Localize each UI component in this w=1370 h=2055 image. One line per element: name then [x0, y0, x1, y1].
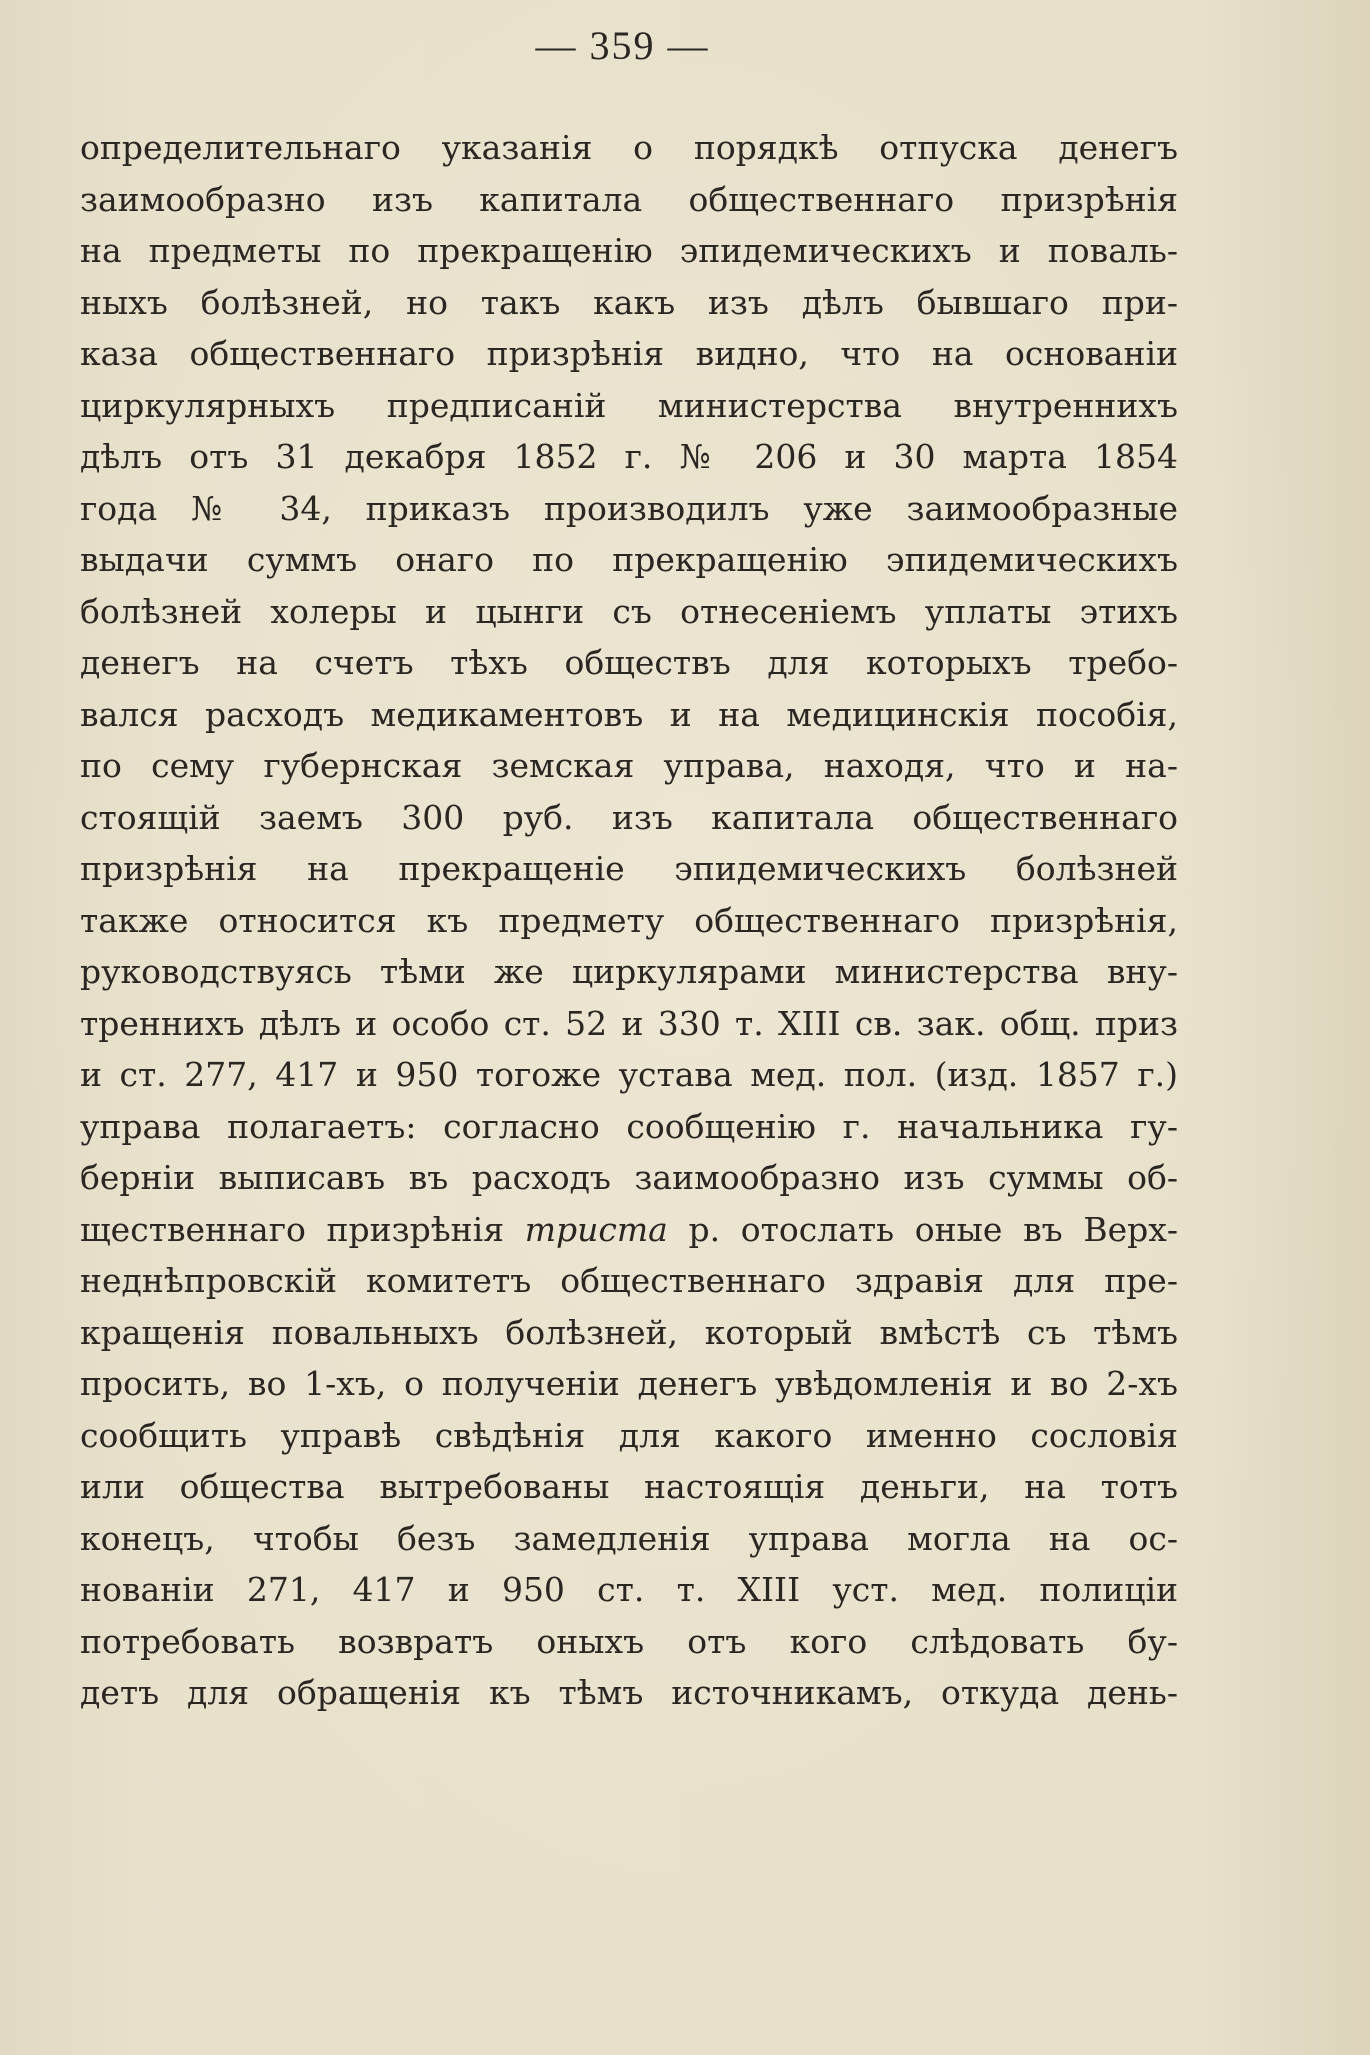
text-line: по сему губернская земская управа, находя, что и на-	[80, 746, 1178, 785]
text-line: болѣзней холеры и цынги съ отнесеніемъ уплаты этихъ	[80, 591, 1178, 631]
text-line: берніи выписавъ въ расходъ заимообразно изъ суммы об-	[80, 1158, 1178, 1197]
text-segment: щественнаго призрѣнія	[80, 1209, 525, 1249]
text-line: или общества вытребованы настоящія деньги, на тотъ	[80, 1467, 1178, 1506]
text-line: ныхъ болѣзней, но такъ какъ изъ дѣлъ бывшаго при-	[80, 282, 1178, 322]
text-line: потребовать возвратъ оныхъ отъ кого слѣдовать бу-	[80, 1621, 1178, 1661]
text-line: сообщить управѣ свѣдѣнія для какого именно сословія	[80, 1415, 1178, 1455]
text-line: нованіи 271, 417 и 950 ст. т. XIII уст. мед. полиціи	[80, 1570, 1178, 1609]
text-line: дѣлъ отъ 31 декабря 1852 г. № 206 и 30 марта 1854	[80, 437, 1178, 476]
italic-word: триста	[524, 1209, 668, 1249]
text-line: руководствуясь тѣми же циркулярами министерства вну-	[80, 952, 1178, 991]
text-line: денегъ на счетъ тѣхъ обществъ для которыхъ требо-	[80, 643, 1178, 682]
text-line: управа полагаетъ: согласно сообщенію г. начальника гу-	[80, 1106, 1178, 1146]
text-line: определительнаго указанія о порядкѣ отпуска денегъ	[80, 128, 1178, 167]
text-line: года № 34, приказъ производилъ уже заимообразные	[80, 488, 1178, 528]
text-segment: р. отослать оные въ Верх-	[667, 1209, 1178, 1249]
text-line: конецъ, чтобы безъ замедленія управа могла на ос-	[80, 1518, 1178, 1558]
text-line-with-italic	[80, 1204, 1178, 1256]
text-line: циркулярныхъ предписаній министерства внутреннихъ	[80, 385, 1178, 425]
body-text	[80, 122, 1178, 1719]
text-line: треннихъ дѣлъ и особо ст. 52 и 330 т. XIII св. зак. общ. приз	[80, 1003, 1178, 1043]
text-line: также относится къ предмету общественнаго призрѣнія,	[80, 900, 1178, 940]
text-line: на предметы по прекращенію эпидемическихъ и поваль-	[80, 231, 1178, 270]
text-line: каза общественнаго призрѣнія видно, что на основаніи	[80, 334, 1178, 373]
text-line: заимообразно изъ капитала общественнаго призрѣнія	[80, 179, 1178, 219]
text-line: призрѣнія на прекращеніе эпидемическихъ болѣзней	[80, 849, 1178, 888]
text-line: и ст. 277, 417 и 950 тогоже устава мед. пол. (изд. 1857 г.)	[80, 1055, 1178, 1094]
text-line: детъ для обращенія къ тѣмъ источникамъ, откуда день-	[80, 1673, 1178, 1712]
text-line: вался расходъ медикаментовъ и на медицинскія пособія,	[80, 694, 1178, 734]
text-line: кращенія повальныхъ болѣзней, который вмѣстѣ съ тѣмъ	[80, 1312, 1178, 1352]
text-line: неднѣпровскій комитетъ общественнаго здравія для пре-	[80, 1261, 1178, 1300]
text-line: просить, во 1-хъ, о полученіи денегъ увѣдомленія и во 2-хъ	[80, 1364, 1178, 1403]
text-line: выдачи суммъ онаго по прекращенію эпидемическихъ	[80, 540, 1178, 579]
page-number: — 359 —	[535, 23, 710, 68]
text-line: стоящій заемъ 300 руб. изъ капитала общественнаго	[80, 797, 1178, 837]
